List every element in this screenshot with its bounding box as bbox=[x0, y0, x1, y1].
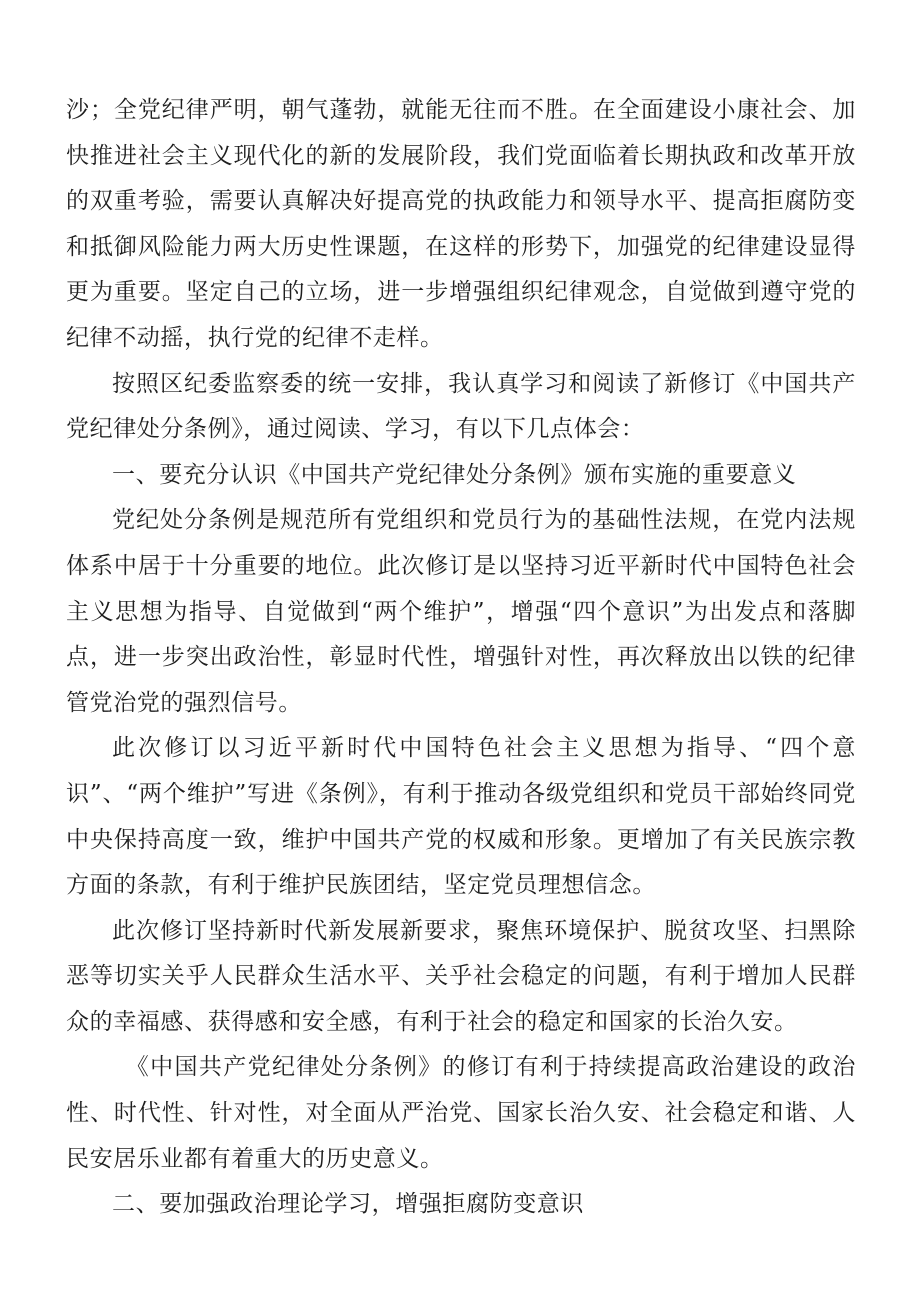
paragraph-regulation-role: 党纪处分条例是规范所有党组织和党员行为的基础性法规，在党内法规体系中居于十分重要的地位。此次修订是以坚持习近平新时代中国特色社会主义思想为指导、自觉做到“两个维护”，增强“四个意识”为出发点和落脚点，进一步突出政治性，彰显时代性，增强针对性，再次释放出以铁的纪律管党治党的强烈信号。 bbox=[66, 507, 856, 716]
section-heading-2: 二、要加强政治理论学习，增强拒腐防变意识 bbox=[112, 1191, 584, 1218]
paragraph-continuation: 沙；全党纪律严明，朝气蓬勃，就能无往而不胜。在全面建设小康社会、加快推进社会主义现代化的新的发展阶段，我们党面临着长期执政和改革开放的双重考验，需要认真解决好提高党的执政能力和领导水平、提高拒腐防变和抵御风险能力两大历史性课题，在这样的形势下，加强党的纪律建设显得更为重要。坚定自己的立场，进一步增强组织纪律观念，自觉做到遵守党的纪律不动摇，执行党的纪律不走样。 bbox=[66, 97, 856, 351]
paragraph-revision-guidance: 此次修订以习近平新时代中国特色社会主义思想为指导、“四个意识”、“两个维护”写进《条例》，有利于推动各级党组织和党员干部始终同党中央保持高度一致，维护中国共产党的权威和形象。更增加了有关民族宗教方面的条款，有利于维护民族团结，坚定党员理想信念。 bbox=[66, 735, 856, 899]
paragraph-revision-significance: 《中国共产党纪律处分条例》的修订有利于持续提高政治建设的政治性、时代性、针对性，对全面从严治党、国家长治久安、社会稳定和谐、人民安居乐业都有着重大的历史意义。 bbox=[66, 1054, 856, 1172]
paragraph-revision-new-era: 此次修订坚持新时代新发展新要求，聚焦环境保护、脱贫攻坚、扫黑除恶等切实关乎人民群众生活水平、关乎社会稳定的问题，有利于增加人民群众的幸福感、获得感和安全感，有利于社会的稳定和国家的长治久安。 bbox=[66, 917, 856, 1035]
document-body bbox=[66, 88, 856, 1228]
section-heading-1: 一、要充分认识《中国共产党纪律处分条例》颁布实施的重要意义 bbox=[112, 461, 797, 488]
paragraph-study-arrangement: 按照区纪委监察委的统一安排，我认真学习和阅读了新修订《中国共产党纪律处分条例》，通过阅读、学习，有以下几点体会： bbox=[66, 370, 856, 443]
